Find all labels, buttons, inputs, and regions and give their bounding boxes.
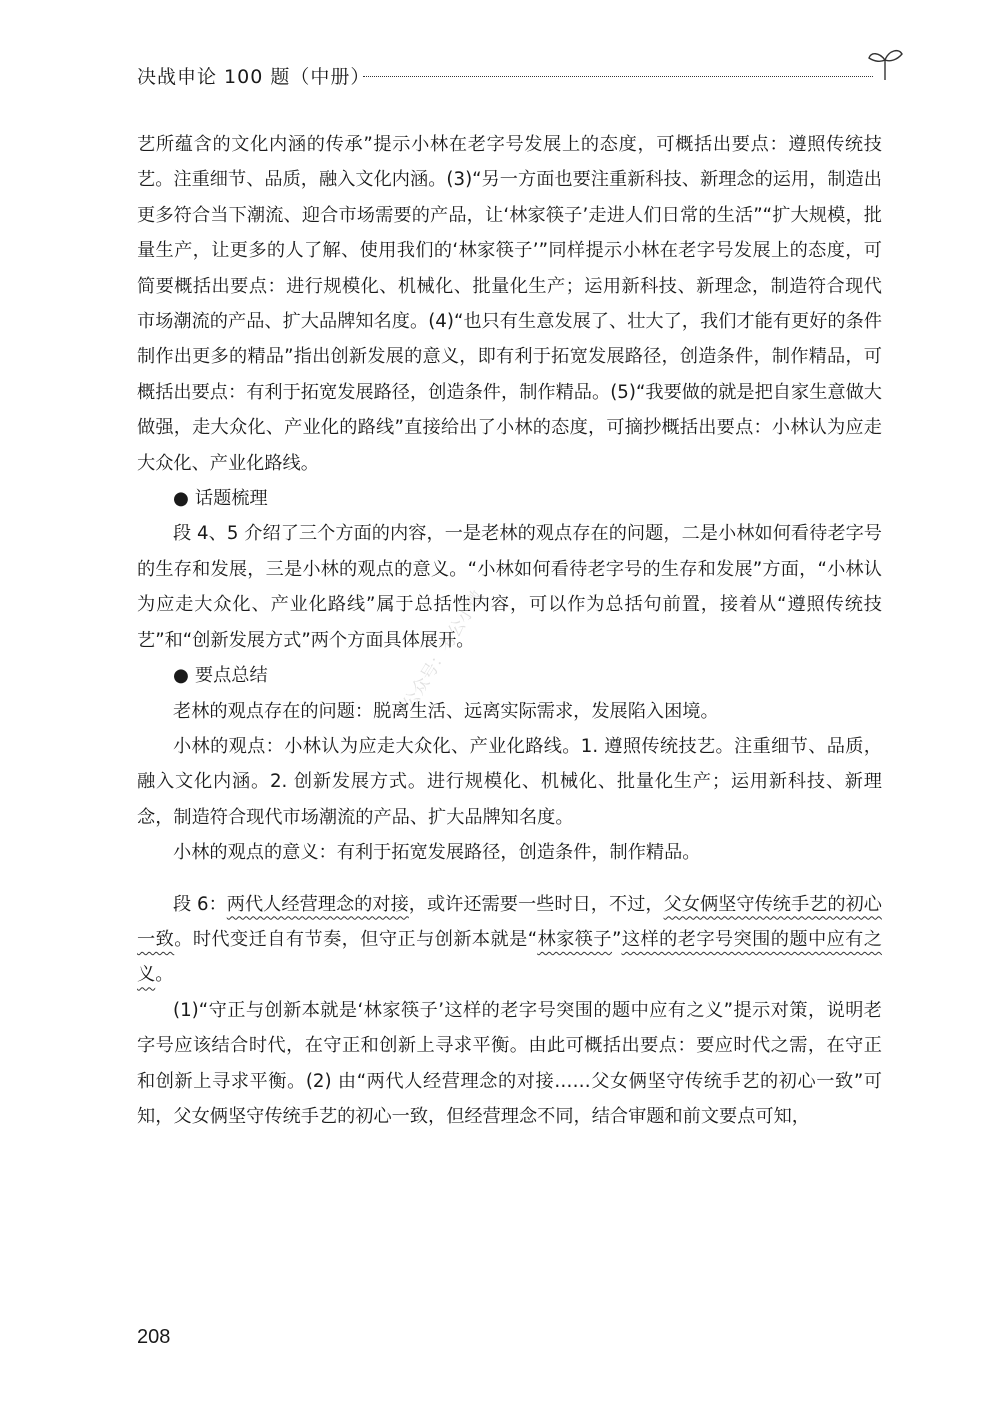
header-dotted-rule — [363, 76, 873, 77]
underlined-phrase: 这样的老字号突围的题中应有之义 — [137, 928, 882, 986]
text-span: 。 — [155, 964, 174, 986]
section-heading-topic — [137, 481, 882, 516]
paragraph: 小林的观点：小林认为应走大众化、产业化路线。1. 遵照传统技艺。注重细节、品质，融入文化内涵。2. 创新发展方式。进行规模化、机械化、批量化生产；运用新科技、新理念，制造符合现代市场潮流的产品、扩大品牌知名度。 — [137, 735, 882, 828]
book-title: 决战申论 100 题（中册） — [137, 66, 371, 88]
page-header — [137, 56, 897, 96]
bullet-icon: ● — [173, 665, 189, 687]
heading-text: 话题梳理 — [194, 488, 268, 510]
underlined-phrase: 两代人经营理念的对接 — [226, 893, 409, 915]
paragraph: 小林的观点的意义：有利于拓宽发展路径，创造条件，制作精品。 — [173, 842, 701, 864]
watermark: 公众号：考公小微 — [399, 587, 489, 714]
sprout-icon — [865, 42, 905, 82]
paragraph: 老林的观点存在的问题：脱离生活、远离实际需求，发展陷入困境。 — [173, 700, 719, 722]
page-number: 208 — [137, 1326, 171, 1348]
paragraph: 艺所蕴含的文化内涵的传承”提示小林在老字号发展上的态度，可概括出要点：遵照传统技艺。注重细节、品质，融入文化内涵。(3)“另一方面也要注重新科技、新理念的运用，制造出更多符合当下潮流、迎合市场需要的产品，让‘林家筷子’走进人们日常的生活”“扩大规模，批量生产，让更多的人了解、使用我们的‘林家筷子’”同样提示小林在老字号发展上的态度，可简要概括出要点：进行规模化、机械化、批量化生产；运用新科技、新理念，制造符合现代市场潮流的产品、扩大品牌知名度。(4)“也只有生意发展了、壮大了，我们才能有更好的条件制作出更多的精品”指出创新发展的意义，即有利于拓宽发展路径，创造条件，制作精品，可概括出要点：有利于拓宽发展路径，创造条件，制作精品。(5)“我要做的就是把自家生意做大做强，走大众化、产业化的路线”直接给出了小林的态度，可摘抄概括出要点：小林认为应走大众化、产业化路线。 — [137, 134, 882, 474]
bullet-icon: ● — [173, 488, 189, 510]
text-span: ” — [612, 928, 622, 950]
paragraph: 段 4、5 介绍了三个方面的内容，一是老林的观点存在的问题，二是小林如何看待老字号的生存和发展，三是小林的观点的意义。“小林如何看待老字号的生存和发展”方面，“小林认为应走大众化、产业化路线”属于总括性内容，可以作为总括句前置，接着从“遵照传统技艺”和“创新发展方式”两个方面具体展开。 — [137, 523, 882, 651]
text-span: 。时代变迁自有节奏，但守正与创新本就是“ — [174, 928, 538, 950]
spacer — [137, 871, 882, 887]
page-body — [137, 127, 882, 1134]
underlined-phrase: 父女俩坚守传统手艺的初心一致 — [137, 893, 882, 950]
section-heading-summary — [137, 658, 882, 693]
text-span: ，或许还需要一些时日，不过， — [408, 893, 664, 915]
underlined-phrase: 林家筷子 — [537, 928, 613, 950]
quoted-paragraph — [137, 887, 882, 993]
text-span: 段 6： — [173, 893, 227, 915]
heading-text: 要点总结 — [194, 665, 268, 687]
paragraph: (1)“守正与创新本就是‘林家筷子’这样的老字号突围的题中应有之义”提示对策，说明老字号应该结合时代，在守正和创新上寻求平衡。由此可概括出要点：要应时代之需，在守正和创新上寻求平衡。(2) 由“两代人经营理念的对接……父女俩坚守传统手艺的初心一致”可知，父女俩坚守传统手艺的初心一致，但经营理念不同，结合审题和前文要点可知， — [137, 999, 882, 1127]
